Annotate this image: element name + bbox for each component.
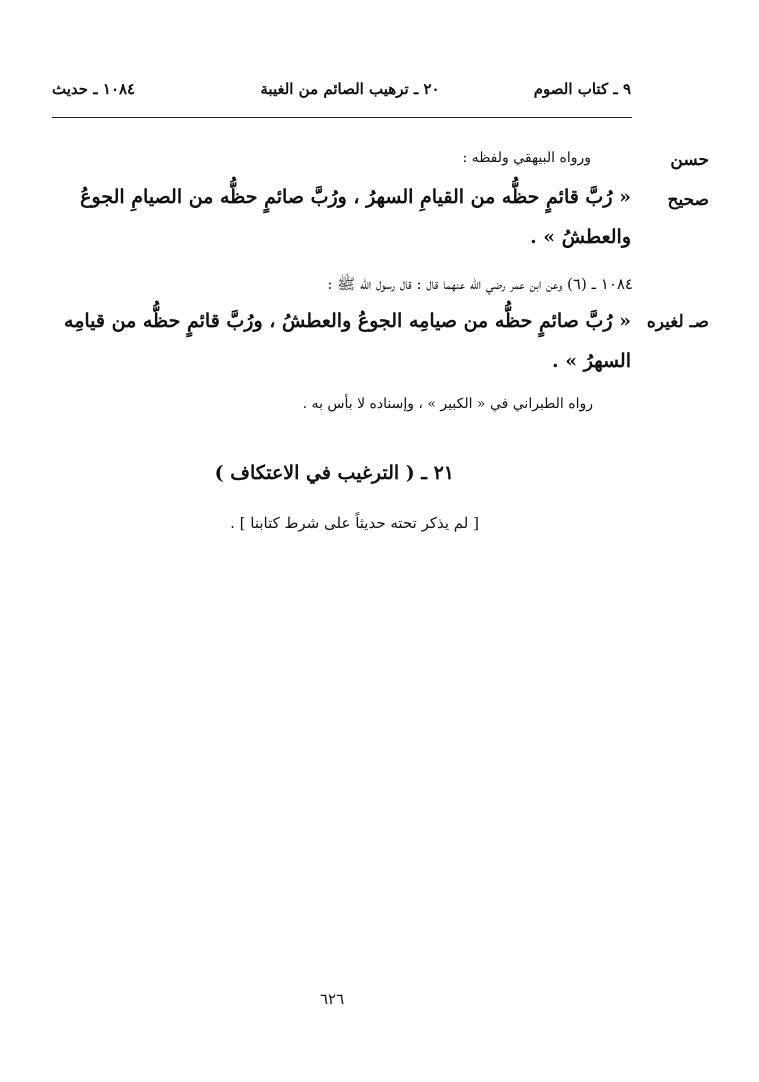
hadith-text-line: والعطشُ » . [530,226,631,248]
header-chapter: ٩ ـ كتاب الصوم [533,80,631,98]
hadith-source: رواه الطبراني في « الكبير » ، وإسناده لا بأس به . [302,396,593,412]
grade-label-sahih: صحيح [667,190,709,210]
header-section: ٢٠ ـ ترهيب الصائم من الغيبة [260,80,440,98]
page-number: ٦٢٦ [320,990,345,1008]
header-rule [52,117,632,118]
hadith-intro: ١٠٨٤ ـ (٦) وعن ابن عمر رضي الله عنهما قال : قال رسول الله ﷺ : [327,275,633,293]
section-title: ٢١ ـ ( الترغيب في الاعتكاف ) [214,462,454,484]
grade-label-hasan: حسن [670,150,709,170]
hadith-text-line: « رُبَّ صائمٍ حظُّه من صيامِه الجوعُ والعطشُ ، ورُبَّ قائمٍ حظُّه من قيامِه [64,310,631,332]
section-note: [ لم يذكر تحته حديثاً على شرط كتابنا ] . [230,514,479,532]
header-hadith-ref: ١٠٨٤ ـ حديث [52,80,136,98]
hadith-text-line: السهرُ » . [552,350,631,372]
entry-intro: ورواه البيهقي ولفظه : [462,150,591,166]
hadith-text-line: « رُبَّ قائمٍ حظُّه من القيامِ السهرُ ، ورُبَّ صائمٍ حظُّه من الصيامِ الجوعُ [80,186,631,208]
grade-label-sahih-lighayrihi: صـ لغيره [646,312,709,332]
